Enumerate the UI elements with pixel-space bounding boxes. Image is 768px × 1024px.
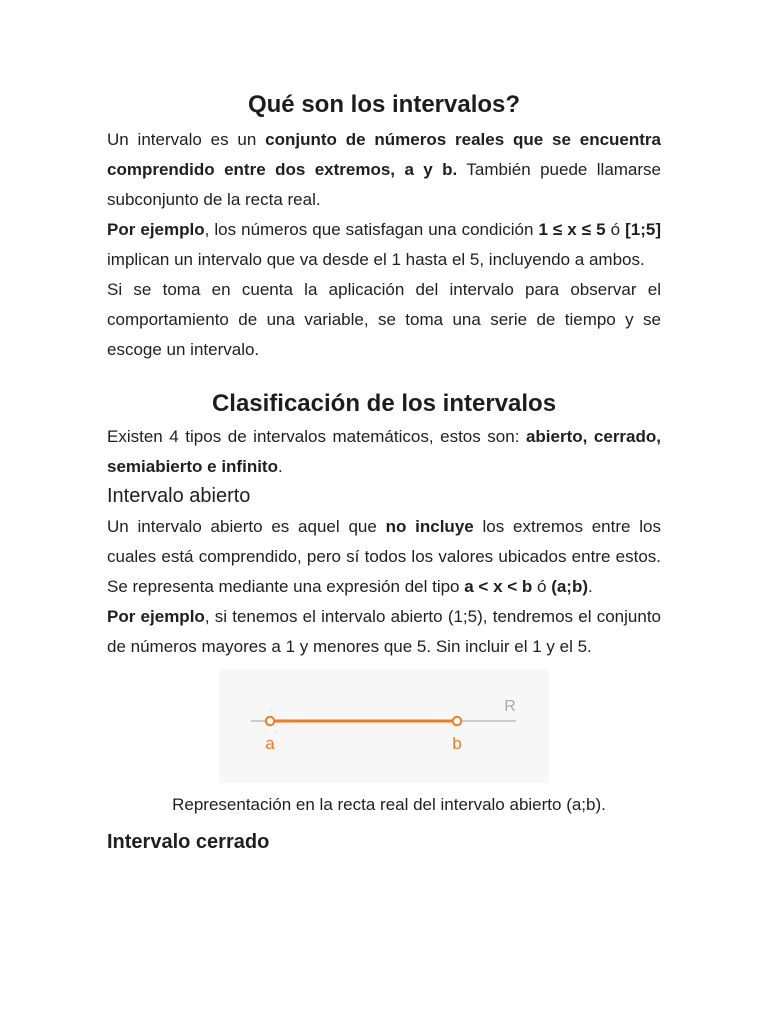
endpoint-label-a: a — [265, 734, 275, 753]
paragraph-types — [107, 422, 661, 482]
bold-text-run: conjunto de números reales que se encuentra comprendido entre dos extremos, a y b. — [107, 130, 661, 179]
real-line-label: R — [504, 698, 516, 715]
bold-text-run: Por ejemplo — [107, 607, 205, 626]
text-run: los extremos entre los cuales está comprendido, pero sí todos los valores ubicados entre estos. Se representa mediante una expresión del tipo — [107, 517, 661, 596]
bold-text-run: Por ejemplo — [107, 220, 205, 239]
bold-text-run: a < x < b — [464, 577, 533, 596]
paragraph-definition — [107, 125, 661, 215]
section-title-intervals: Qué son los intervalos? — [247, 91, 521, 118]
paragraph-application: Si se toma en cuenta la aplicación del intervalo para observar el comportamiento de una variable, se toma una serie de tiempo y se escoge un intervalo. — [107, 280, 661, 359]
text-run: . — [277, 457, 283, 476]
text-run: ó — [532, 577, 552, 596]
document-content — [107, 88, 661, 855]
subheading-closed-interval: Intervalo cerrado — [107, 831, 270, 853]
figure-caption: Representación en la recta real del intervalo abierto (a;b). — [172, 795, 606, 814]
text-run: implican un intervalo que va desde el 1 hasta el 5, incluyendo a ambos. — [107, 250, 645, 269]
section-title-classification: Clasificación de los intervalos — [211, 390, 557, 417]
text-run: Existen 4 tipos de intervalos matemáticos, estos son: — [107, 427, 526, 446]
number-line-diagram — [219, 669, 549, 783]
paragraph-open-definition — [107, 512, 661, 602]
bold-text-run: [1;5] — [625, 220, 661, 239]
bold-text-run: abierto, cerrado, semiabierto e infinito — [107, 427, 661, 476]
text-run: , si tenemos el intervalo abierto (1;5), tendremos el conjunto de números mayores a 1 y menores que 5. Sin incluir el 1 y el 5. — [107, 607, 661, 656]
text-run: ó — [605, 220, 626, 239]
subheading-open-interval: Intervalo abierto — [107, 485, 251, 507]
text-run: También puede llamarse subconjunto de la recta real. — [107, 160, 662, 209]
text-run: Un intervalo abierto es aquel que — [107, 517, 386, 536]
bold-text-run: no incluye — [385, 517, 474, 536]
endpoint-label-b: b — [452, 734, 462, 753]
text-run: . — [588, 577, 593, 596]
paragraph-open-example — [107, 602, 661, 662]
open-endpoint-a — [266, 717, 274, 725]
text-run: , los números que satisfagan una condición — [204, 220, 539, 239]
bold-text-run: (a;b) — [551, 577, 589, 596]
open-interval-figure — [219, 669, 549, 783]
open-endpoint-b — [453, 717, 461, 725]
paragraph-example — [107, 215, 661, 275]
text-run: Un intervalo es un — [107, 130, 266, 149]
bold-text-run: 1 ≤ x ≤ 5 — [538, 220, 606, 239]
